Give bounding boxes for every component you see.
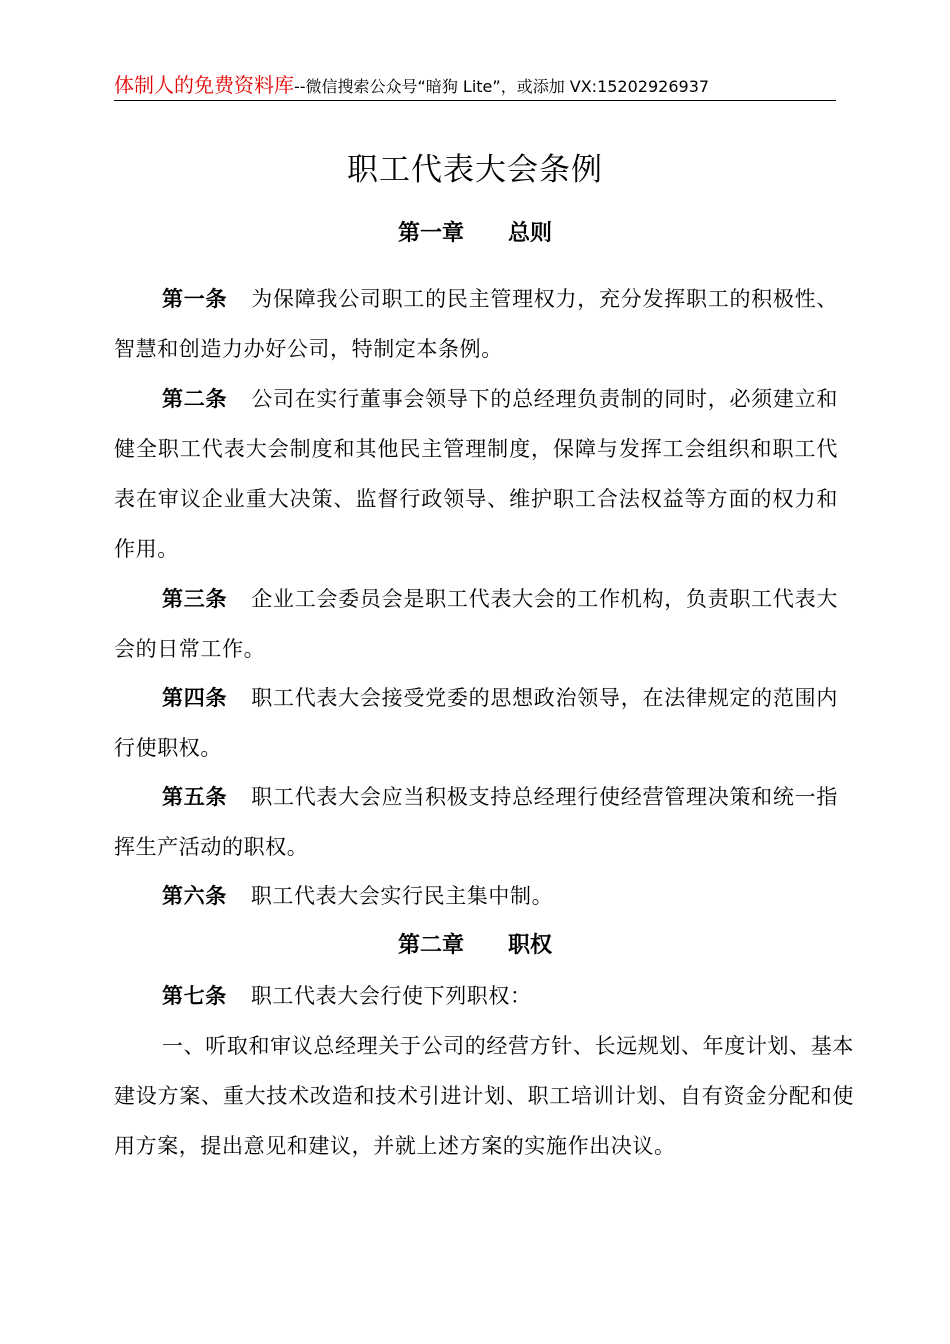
- article-2: [114, 374, 838, 574]
- article-7-text: 职工代表大会行使下列职权：: [250, 984, 532, 1008]
- page-header: [114, 70, 836, 101]
- chapter-1-heading: 第一章 总则: [397, 221, 552, 246]
- article-2-number: 第二条: [162, 387, 228, 411]
- article-7-number: 第七条: [162, 984, 227, 1008]
- article-6-number: 第六条: [162, 884, 227, 908]
- article-1-number: 第一条: [162, 287, 228, 311]
- header-promo: --微信搜索公众号“暗狗 Lite”，或添加 VX:15202926937: [294, 77, 710, 96]
- article-3: [114, 574, 838, 674]
- chapter-2-heading: 第二章 职权: [397, 933, 552, 958]
- article-5: [114, 772, 838, 872]
- article-1-text: 为保障我公司职工的民主管理权力，充分发挥职工的积极性、智慧和创造力办好公司，特制定本条例。: [114, 287, 838, 361]
- article-1: [114, 274, 838, 374]
- article-2-text: 公司在实行董事会领导下的总经理负责制的同时，必须建立和健全职工代表大会制度和其他民主管理制度，保障与发挥工会组织和职工代表在审议企业重大决策、监督行政领导、维护职工合法权益等方面的权力和作用。: [114, 387, 838, 561]
- article-6-text: 职工代表大会实行民主集中制。: [250, 884, 554, 908]
- article-6: [114, 871, 838, 921]
- article-4-number: 第四条: [162, 686, 228, 710]
- article-7: [114, 971, 838, 1021]
- article-5-number: 第五条: [162, 785, 228, 809]
- header-brand: 体制人的免费资料库: [114, 73, 294, 97]
- article-3-number: 第三条: [162, 587, 228, 611]
- article-5-text: 职工代表大会应当积极支持总经理行使经营管理决策和统一指挥生产活动的职权。: [114, 785, 838, 859]
- article-3-text: 企业工会委员会是职工代表大会的工作机构，负责职工代表大会的日常工作。: [114, 587, 838, 661]
- article-7-item-1: 一、听取和审议总经理关于公司的经营方针、长远规划、年度计划、基本建设方案、重大技术改造和技术引进计划、职工培训计划、自有资金分配和使用方案，提出意见和建议，并就上述方案的实施作出决议。: [114, 1034, 854, 1158]
- article-4-text: 职工代表大会接受党委的思想政治领导，在法律规定的范围内行使职权。: [114, 686, 838, 760]
- document-title: 职工代表大会条例: [347, 152, 603, 188]
- article-4: [114, 673, 838, 773]
